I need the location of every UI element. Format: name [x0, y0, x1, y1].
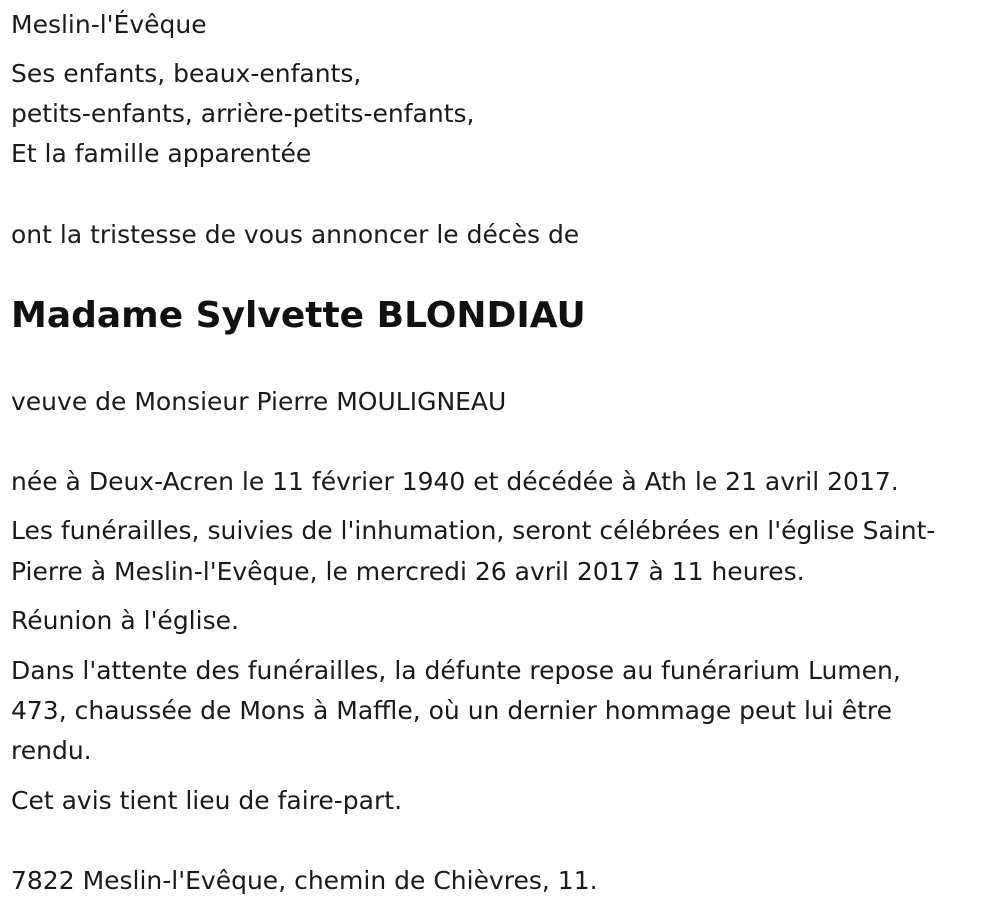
announcement-text: ont la tristesse de vous annoncer le décès de — [11, 220, 580, 249]
repose-line-1: Dans l'attente des funérailles, la défunte repose au funérarium Lumen, — [11, 656, 901, 685]
address-text: 7822 Meslin-l'Evêque, chemin de Chièvres, 11. — [11, 866, 598, 895]
gathering-text: Réunion à l'église. — [11, 606, 239, 635]
family-line-3: Et la famille apparentée — [11, 139, 312, 168]
faire-part-text: Cet avis tient lieu de faire-part. — [11, 786, 403, 815]
family-line-2: petits-enfants, arrière-petits-enfants, — [11, 99, 475, 128]
spouse-text: veuve de Monsieur Pierre MOULIGNEAU — [11, 387, 507, 416]
funeral-line-1: Les funérailles, suivies de l'inhumation, seront célébrées en l'église Saint- — [11, 516, 936, 545]
repose-line-3: rendu. — [11, 736, 92, 765]
birth-death-text: née à Deux-Acren le 11 février 1940 et décédée à Ath le 21 avril 2017. — [11, 467, 899, 496]
funeral-line-2: Pierre à Meslin-l'Evêque, le mercredi 26 avril 2017 à 11 heures. — [11, 557, 805, 586]
family-line-1: Ses enfants, beaux-enfants, — [11, 59, 362, 88]
repose-line-2: 473, chaussée de Mons à Maffle, où un dernier hommage peut lui être — [11, 696, 892, 725]
place-header: Meslin-l'Évêque — [11, 10, 207, 39]
deceased-name: Madame Sylvette BLONDIAU — [11, 295, 586, 336]
